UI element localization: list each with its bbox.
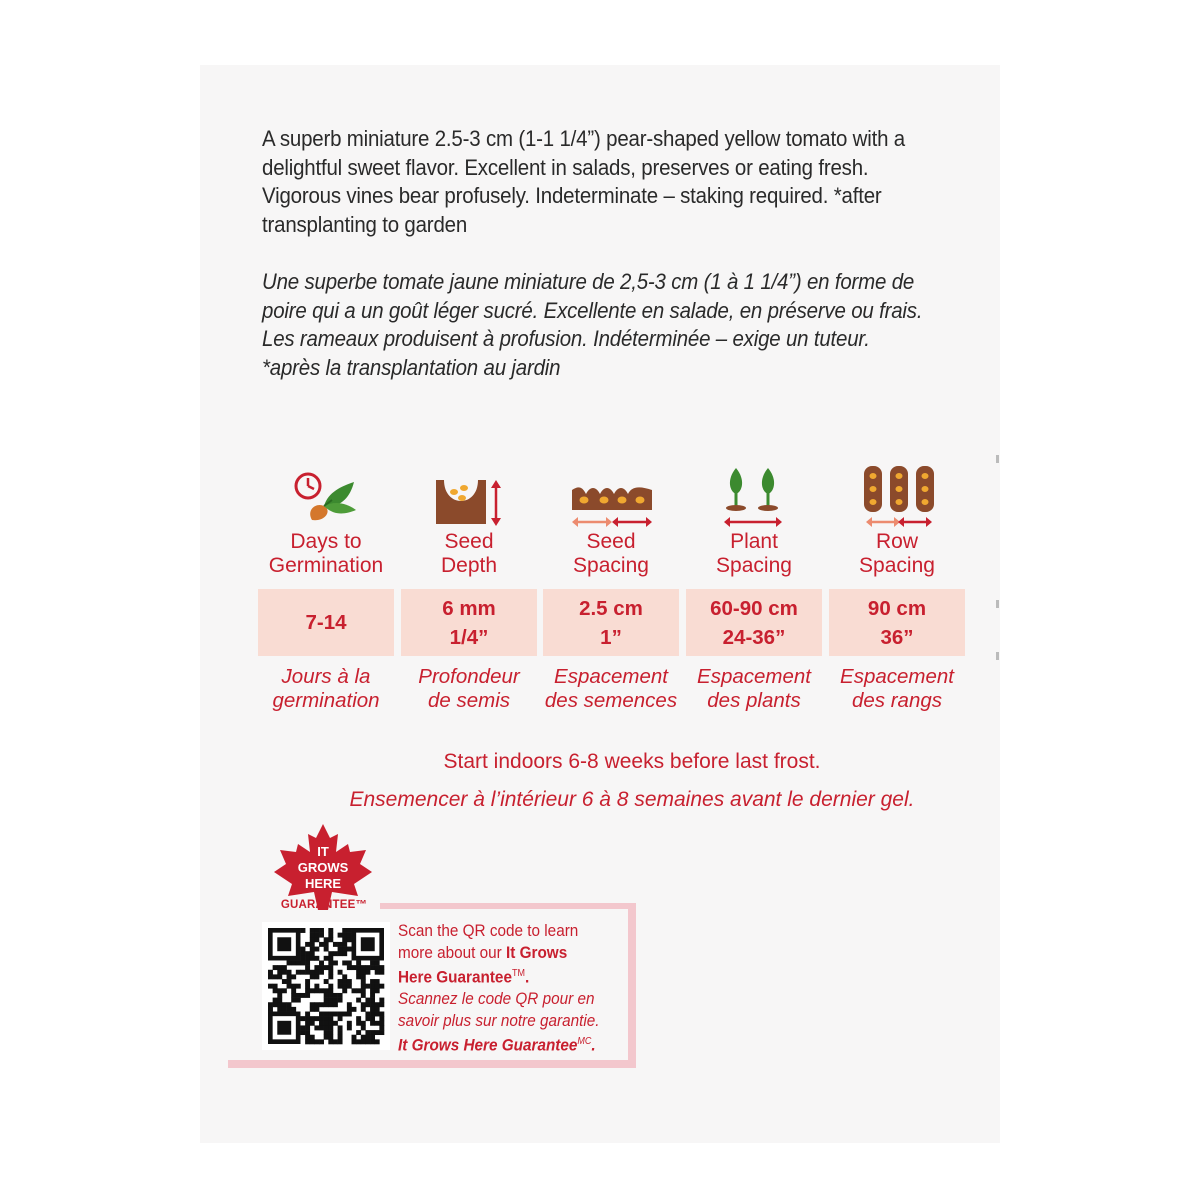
spec-label-fr	[258, 665, 394, 712]
spec-value: 90 cm	[867, 596, 927, 620]
spec-label-en-line: Spacing	[859, 553, 935, 577]
spec-label-en	[258, 530, 394, 577]
row-spacing-icon	[862, 464, 938, 530]
spec-label-fr-line: des semences	[544, 688, 678, 712]
guarantee-frame-right	[628, 903, 636, 1068]
qr-code[interactable]	[262, 922, 390, 1050]
spec-label-en-line: Plant	[730, 530, 778, 553]
spec-value-cell	[829, 589, 965, 656]
spec-label-fr-line: de semis	[427, 688, 511, 712]
spec-label-en-line: Germination	[268, 553, 384, 577]
qr-caption-fr-mc: MC	[577, 1036, 592, 1048]
spec-value-cell	[543, 589, 679, 656]
spec-label-fr	[543, 665, 679, 712]
edge-mark	[996, 455, 999, 463]
spec-label-en-line: Depth	[440, 553, 498, 577]
spec-label-fr-line: Jours à la	[281, 665, 371, 688]
sowing-note-french: Ensemencer à l’intérieur 6 à 8 semaines avant le dernier gel.	[349, 788, 915, 811]
spec-label-en-line: Days to	[290, 530, 362, 553]
qr-caption-fr-bold: It Grows Here Guarantee	[398, 1035, 578, 1055]
seed-spacing-icon	[570, 484, 654, 530]
spec-value: 60-90 cm	[710, 596, 798, 620]
plant-spacing-icon	[722, 464, 786, 530]
description-english: A superb miniature 2.5-3 cm (1-1 1/4”) pear-shaped yellow tomato with a delightful sweet flavor. Excellent in salads, preserves or eating fresh. Vigorous vines bear profusely. Indeterminate – staking required. *after transplanting to garden	[262, 126, 905, 238]
spec-label-en-line: Row	[875, 530, 918, 553]
spec-label-fr-line: des plants	[707, 688, 801, 712]
spec-label-fr-line: Espacement	[554, 665, 668, 688]
clock-seedling-icon	[292, 470, 360, 526]
spec-label-fr	[686, 665, 822, 712]
guarantee-wordmark: GUARANTEE™	[280, 899, 368, 911]
spec-label-fr-line: germination	[272, 688, 380, 712]
edge-mark	[996, 600, 999, 608]
spec-label-en	[686, 530, 822, 577]
guarantee-frame-top	[380, 903, 634, 909]
spec-value: 36”	[880, 625, 914, 649]
qr-caption-fr-block: Scannez le code QR pour en savoir plus sur notre garantie. It Grows Here Guarantee$^{MC}$.	[398, 989, 600, 1055]
spec-value: 2.5 cm	[579, 596, 643, 620]
qr-caption-en-bold: It Grows Here Guarantee	[398, 942, 568, 987]
seed-depth-icon	[434, 478, 504, 528]
spec-label-en-line: Seed	[586, 530, 636, 553]
qr-caption-en: Scan the QR code to learn more about our	[398, 921, 579, 962]
qr-caption: Scan the QR code to learn more about our It Grows Here Guarantee™. Scannez le code QR pour en savoir plus sur notre garantie. It Grows Here Guarantee$^{MC}$.	[398, 920, 605, 1056]
spec-value-cell	[686, 589, 822, 656]
spec-label-fr	[829, 665, 965, 712]
spec-value-cell	[401, 589, 537, 656]
spec-value: 1/4”	[449, 625, 489, 649]
svg-text:GROWS: GROWS	[297, 860, 349, 875]
spec-label-fr-line: des rangs	[851, 688, 943, 712]
spec-value-cell	[258, 589, 394, 656]
svg-text:IT: IT	[317, 844, 329, 859]
edge-mark	[996, 652, 999, 660]
qr-caption-fr: Scannez le code QR pour en savoir plus sur notre garantie.	[398, 989, 600, 1030]
sowing-note-english: Start indoors 6-8 weeks before last frost.	[443, 750, 821, 773]
description-french: Une superbe tomate jaune miniature de 2,5-3 cm (1 à 1 1/4”) en forme de poire qui a un goût léger sucré. Excellente en salade, en préserve ou frais. Les rameaux produisent à profusion. Indéterminée – exige un tuteur. *après la transplantation au jardin	[262, 269, 923, 381]
spec-label-en	[401, 530, 537, 577]
spec-label-fr-line: Profondeur	[418, 665, 520, 688]
qr-caption-en-tm: TM	[511, 968, 525, 979]
spec-label-en-line: Spacing	[716, 553, 792, 577]
spec-label-en-line: Seed	[444, 530, 494, 553]
spec-label-fr-line: Espacement	[697, 665, 811, 688]
spec-label-fr-line: Espacement	[840, 665, 954, 688]
spec-label-fr	[401, 665, 537, 712]
spec-value: 7-14	[305, 611, 347, 634]
guarantee-frame-bottom	[228, 1060, 636, 1068]
spec-value: 6 mm	[442, 596, 496, 620]
svg-text:HERE: HERE	[304, 876, 342, 891]
spec-value: 1”	[600, 625, 622, 649]
spec-label-en-line: Spacing	[573, 553, 649, 577]
spec-label-en	[829, 530, 965, 577]
spec-value: 24-36”	[722, 625, 786, 649]
spec-label-en	[543, 530, 679, 577]
